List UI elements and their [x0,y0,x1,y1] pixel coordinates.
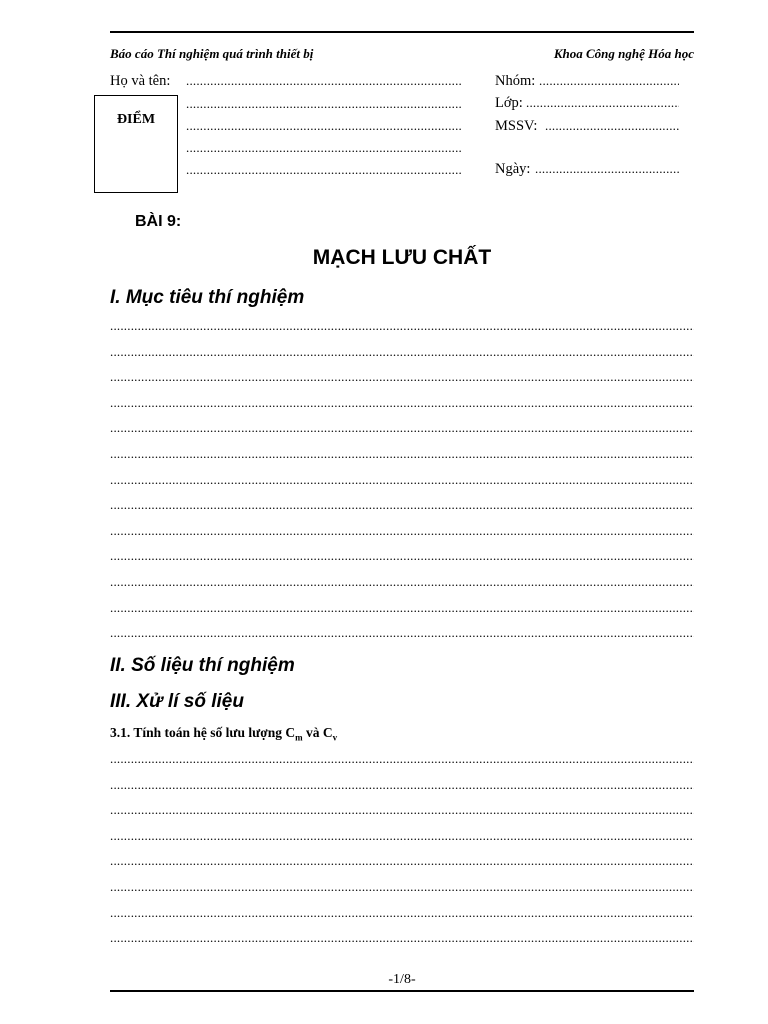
answer-line[interactable] [110,548,694,562]
answer-line[interactable] [110,497,694,511]
section-1-heading: I. Mục tiêu thí nghiệm [110,287,305,308]
name-label: Họ và tên: [110,73,171,89]
subscript-m: m [295,732,303,743]
name-field-line-2[interactable] [186,96,462,112]
date-label: Ngày: [495,161,531,177]
student-id-field[interactable] [545,118,679,134]
score-box[interactable] [94,95,178,193]
answer-line[interactable] [110,751,694,765]
answer-line[interactable] [110,395,694,409]
name-field-line-3[interactable] [186,118,462,134]
class-field[interactable] [526,95,679,111]
subscript-v: v [332,732,338,743]
name-field-line-4[interactable] [186,140,462,156]
name-field-line-1[interactable] [186,73,462,89]
lesson-title: MẠCH LƯU CHẤT [312,246,492,269]
answer-line[interactable] [110,446,694,460]
answer-line[interactable] [110,625,694,639]
answer-line[interactable] [110,853,694,867]
answer-line[interactable] [110,777,694,791]
subsection-3-1-mid: và C [302,725,333,740]
answer-line[interactable] [110,574,694,588]
class-label: Lớp: [495,95,523,111]
answer-line[interactable] [110,472,694,486]
group-label: Nhóm: [495,73,536,89]
score-label: ĐIỂM [116,112,156,127]
answer-line[interactable] [110,930,694,944]
section-3-heading: III. Xử lí số liệu [110,691,244,712]
subsection-3-1-heading [110,725,337,743]
footer-bottom-rule [110,990,694,992]
answer-line[interactable] [110,369,694,383]
answer-line[interactable] [110,828,694,842]
subsection-3-1-text: 3.1. Tính toán hệ số lưu lượng C [110,725,296,740]
header-right-text: Khoa Công nghệ Hóa học [553,46,694,61]
name-field-line-5[interactable] [186,162,462,178]
answer-line[interactable] [110,344,694,358]
section-2-heading: II. Số liệu thí nghiệm [110,655,295,676]
header-left-text: Báo cáo Thí nghiệm quá trình thiết bị [110,46,314,61]
answer-line[interactable] [110,802,694,816]
date-field[interactable] [535,161,679,177]
answer-line[interactable] [110,879,694,893]
group-field[interactable] [539,73,679,89]
answer-line[interactable] [110,420,694,434]
answer-line[interactable] [110,523,694,537]
answer-line[interactable] [110,600,694,614]
header-top-rule [110,31,694,33]
lesson-number: BÀI 9: [135,213,182,230]
answer-line[interactable] [110,905,694,919]
student-id-label: MSSV: [495,118,538,134]
answer-line[interactable] [110,318,694,332]
page-number: -1/8- [388,972,416,987]
